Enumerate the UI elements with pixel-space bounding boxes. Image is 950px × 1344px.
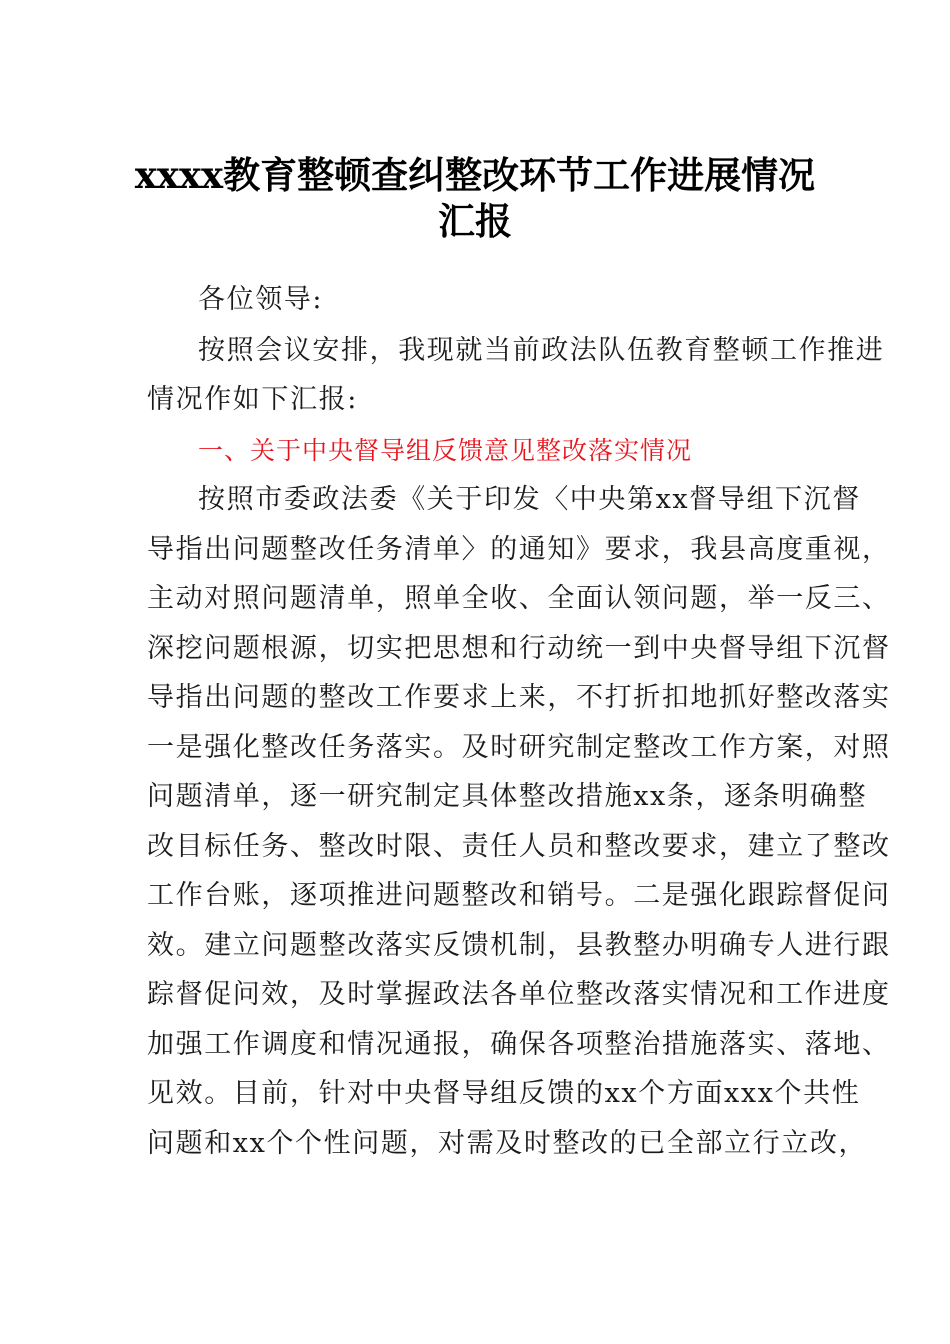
body-line: 踪督促问效，及时掌握政法各单位整改落实情况和工作进度 [147, 979, 891, 1010]
body-line: 导指出问题的整改工作要求上来，不打折扣地抓好整改落实 [147, 682, 891, 713]
body-line: 见效。目前，针对中央督导组反馈的xx个方面xxx个共性 [147, 1078, 861, 1109]
section-heading: 一、关于中央督导组反馈意见整改落实情况 [198, 436, 693, 465]
body-line: 一是强化整改任务落实。及时研究制定整改工作方案，对照 [147, 732, 891, 763]
body-line: 工作台账，逐项推进问题整改和销号。二是强化跟踪督促问 [147, 880, 891, 911]
body-line: 问题清单，逐一研究制定具体整改措施xx条，逐条明确整 [147, 781, 868, 812]
intro-line: 情况作如下汇报: [147, 384, 358, 415]
salutation: 各位领导: [198, 284, 324, 315]
body-line: 导指出问题整改任务清单〉的通知》要求，我县高度重视， [147, 534, 891, 565]
body-line: 加强工作调度和情况通报，确保各项整治措施落实、落地、 [147, 1029, 891, 1060]
body-line: 按照市委政法委《关于印发〈中央第xx督导组下沉督 [198, 484, 861, 515]
intro-line: 按照会议安排，我现就当前政法队伍教育整顿工作推进 [198, 335, 885, 366]
document-title-line-1: xxxx教育整顿查纠整改环节工作进展情况 [134, 153, 816, 197]
body-line: 改目标任务、整改时限、责任人员和整改要求，建立了整改 [147, 831, 891, 862]
body-line: 问题和xx个个性问题，对需及时整改的已全部立行立改， [147, 1128, 868, 1159]
document-title-line-2: 汇报 [438, 199, 512, 243]
body-line: 效。建立问题整改落实反馈机制，县教整办明确专人进行跟 [147, 930, 891, 961]
body-line: 主动对照问题清单，照单全收、全面认领问题，举一反三、 [147, 583, 891, 614]
body-line: 深挖问题根源，切实把思想和行动统一到中央督导组下沉督 [147, 633, 891, 664]
